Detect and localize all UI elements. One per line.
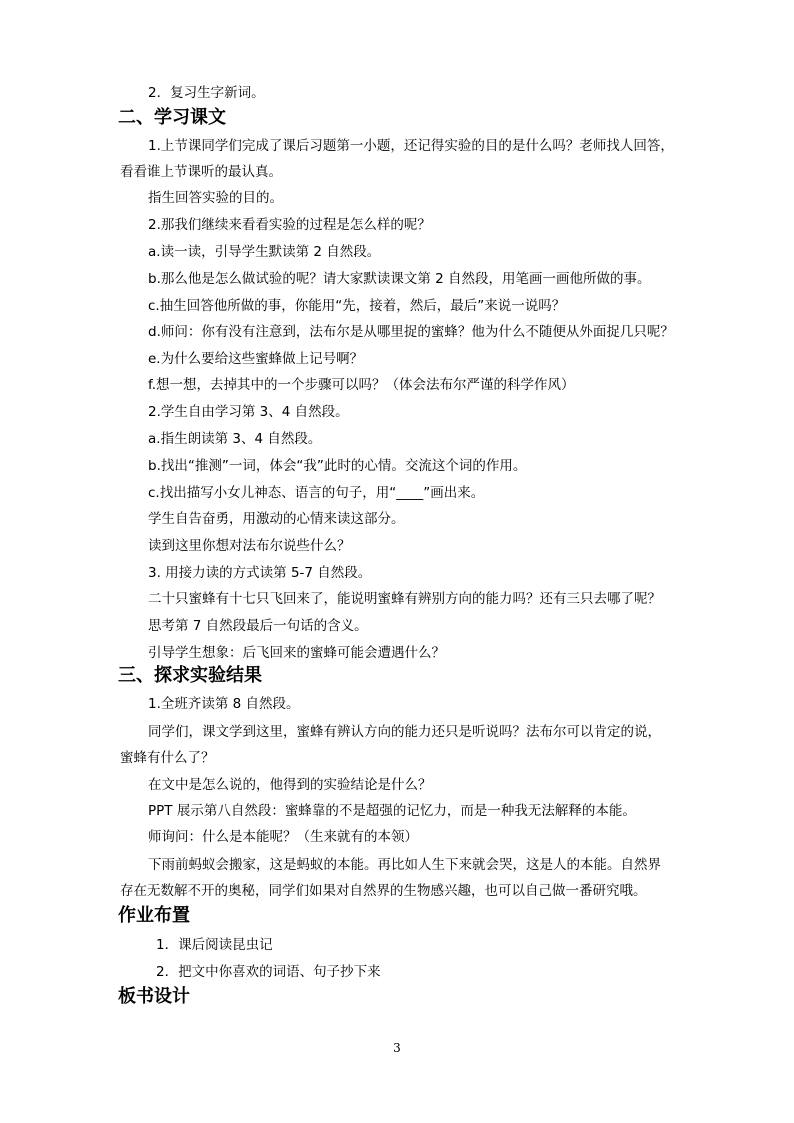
text-line: b.找出“推测”一词，体会“我”此时的心情。交流这个词的作用。 <box>148 458 527 474</box>
text-line: 同学们，课文学到这里，蜜蜂有辨认方向的能力还只是听说吗？法布尔可以肯定的说， <box>148 724 661 740</box>
text-line: a.读一读，引导学生默读第 2 自然段。 <box>148 244 381 260</box>
text-line: 2.学生自由学习第 3、4 自然段。 <box>148 404 349 420</box>
text-line: b.那么他是怎么做试验的呢？请大家默读课文第 2 自然段，用笔画一画他所做的事。 <box>148 271 651 287</box>
text-line: f.想一想，去掉其中的一个步骤可以吗？（体会法布尔严谨的科学作风） <box>148 377 575 393</box>
text-line: 读到这里你想对法布尔说些什么？ <box>148 538 351 554</box>
section-heading: 作业布置 <box>118 905 190 926</box>
section-heading: 三、探求实验结果 <box>118 665 262 686</box>
text-line: 1.上节课同学们完成了课后习题第一小题，还记得实验的目的是什么吗？老师找人回答， <box>148 138 674 154</box>
text-line: 2．把文中你喜欢的词语、句子抄下来 <box>156 964 381 980</box>
text-line: 在文中是怎么说的，他得到的实验结论是什么？ <box>148 777 432 793</box>
text-line: 1．课后阅读昆虫记 <box>156 937 273 953</box>
text-line: 下雨前蚂蚁会搬家，这是蚂蚁的本能。再比如人生下来就会哭，这是人的本能。自然界 <box>148 857 661 873</box>
page-number: 3 <box>393 1041 401 1055</box>
text-line: 1.全班齐读第 8 自然段。 <box>148 696 300 712</box>
text-line: d.师问：你有没有注意到，法布尔是从哪里捉的蜜蜂？他为什么不随便从外面捉几只呢？ <box>148 324 674 340</box>
text-line: 引导学生想象：后飞回来的蜜蜂可能会遭遇什么？ <box>148 645 445 661</box>
text-line: 存在无数解不开的奥秘，同学们如果对自然界的生物感兴趣，也可以自己做一番研究哦。 <box>120 883 647 899</box>
text-line: 2．复习生字新词。 <box>148 85 265 101</box>
text-line: c.抽生回答他所做的事，你能用“先，接着，然后，最后”来说一说吗？ <box>148 298 566 314</box>
text-line: 二十只蜜蜂有十七只飞回来了，能说明蜜蜂有辨别方向的能力吗？还有三只去哪了呢？ <box>148 591 661 607</box>
text-line: e.为什么要给这些蜜蜂做上记号啊？ <box>148 351 364 367</box>
text-line: c.找出描写小女儿神态、语言的句子，用“____”画出来。 <box>148 485 485 501</box>
text-line: 师询问：什么是本能呢？（生来就有的本领） <box>148 829 418 845</box>
text-line: 看看谁上节课听的最认真。 <box>120 164 282 180</box>
text-line: 指生回答实验的目的。 <box>148 190 283 206</box>
text-line: 2.那我们继续来看看实验的过程是怎么样的呢？ <box>148 217 431 233</box>
section-heading: 二、学习课文 <box>118 107 226 128</box>
text-line: 学生自告奋勇，用激动的心情来读这部分。 <box>148 511 405 527</box>
text-line: a.指生朗读第 3、4 自然段。 <box>148 431 322 447</box>
text-line: PPT 展示第八自然段：蜜蜂靠的不是超强的记忆力，而是一种我无法解释的本能。 <box>148 803 636 819</box>
text-line: 蜜蜂有什么了？ <box>120 750 215 766</box>
text-line: 思考第 7 自然段最后一句话的含义。 <box>148 618 368 634</box>
section-heading: 板书设计 <box>118 986 190 1007</box>
text-line: 3. 用接力读的方式读第 5-7 自然段。 <box>148 565 372 581</box>
